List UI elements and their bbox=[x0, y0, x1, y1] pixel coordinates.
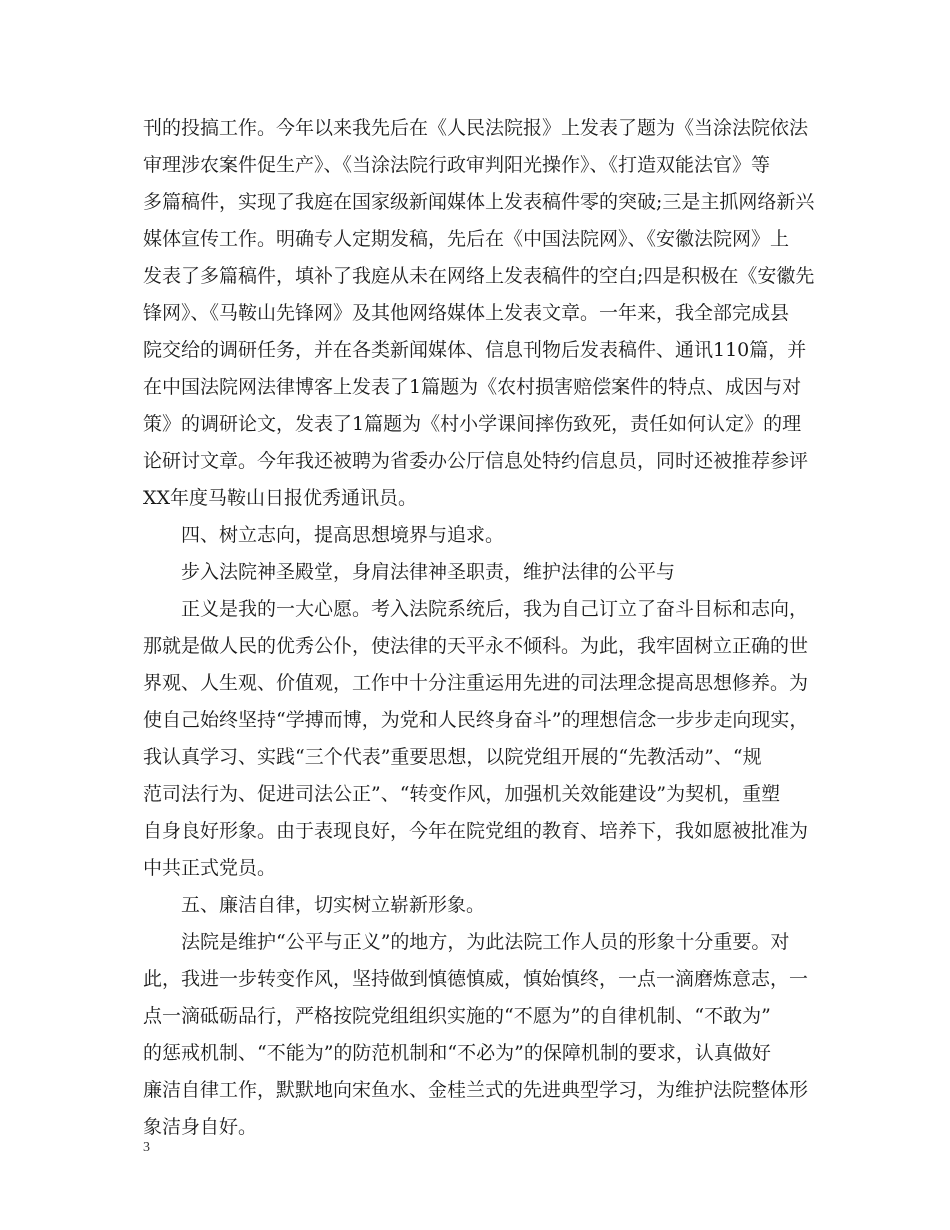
section-heading: 五、廉洁自律，切实树立崭新形象。 bbox=[181, 894, 486, 916]
section-heading: 四、树立志向，提高思想境界与追求。 bbox=[181, 524, 505, 546]
page-number: 3 bbox=[143, 1140, 150, 1155]
text-line: 锋网》、《马鞍山先锋网》及其他网络媒体上发表文章。一年来，我全部完成县 bbox=[143, 302, 790, 324]
text-line: 法院是维护“公平与正义”的地方，为此法院工作人员的形象十分重要。对 bbox=[181, 931, 790, 953]
text-line: 媒体宣传工作。明确专人定期发稿，先后在《中国法院网》、《安徽法院网》上 bbox=[143, 228, 790, 250]
text-line: XX年度马鞍山日报优秀通讯员。 bbox=[143, 487, 418, 509]
text-line: 院交给的调研任务，并在各类新闻媒体、信息刊物后发表稿件、通讯110篇，并 bbox=[143, 339, 807, 361]
text-line: 点一滴砥砺品行，严格按院党组组织实施的“不愿为”的自律机制、“不敢为” bbox=[143, 1005, 771, 1027]
text-line: 廉洁自律工作，默默地向宋鱼水、金桂兰式的先进典型学习，为维护法院整体形 bbox=[143, 1079, 809, 1101]
text-line: 正义是我的一大心愿。考入法院系统后，我为自己订立了奋斗目标和志向， bbox=[181, 598, 809, 620]
text-line: 的惩戒机制、“不能为”的防范机制和“不必为”的保障机制的要求，认真做好 bbox=[143, 1042, 771, 1064]
text-line: 使自己始终坚持“学搏而博，为党和人民终身奋斗”的理想信念一步步走向现实， bbox=[143, 709, 809, 731]
text-line: 刊的投搞工作。今年以来我先后在《人民法院报》上发表了题为《当涂法院依法 bbox=[143, 117, 809, 139]
text-line: 步入法院神圣殿堂，身肩法律神圣职责，维护法律的公平与 bbox=[181, 561, 676, 583]
text-line: 审理涉农案件促生产》、《当涂法院行政审判阳光操作》、《打造双能法官》等 bbox=[143, 154, 771, 176]
text-line: 多篇稿件，实现了我庭在国家级新闻媒体上发表稿件零的突破;三是主抓网络新兴 bbox=[143, 191, 815, 213]
text-line: 论研讨文章。今年我还被聘为省委办公厅信息处特约信息员，同时还被推荐参评 bbox=[143, 450, 809, 472]
text-line: 发表了多篇稿件，填补了我庭从未在网络上发表稿件的空白;四是积极在《安徽先 bbox=[143, 265, 815, 287]
text-line: 那就是做人民的优秀公仆，使法律的天平永不倾科。为此，我牢固树立正确的世 bbox=[143, 635, 809, 657]
text-line: 界观、人生观、价值观，工作中十分注重运用先进的司法理念提高思想修养。为 bbox=[143, 672, 809, 694]
text-line: 自身良好形象。由于表现良好，今年在院党组的教育、培养下，我如愿被批准为 bbox=[143, 820, 809, 842]
text-line: 在中国法院网法律博客上发表了1篇题为《农村损害赔偿案件的特点、成因与对 bbox=[143, 376, 802, 398]
text-line: 中共正式党员。 bbox=[143, 857, 277, 879]
text-line: 我认真学习、实践“三个代表”重要思想，以院党组开展的“先教活动”、“规 bbox=[143, 746, 762, 768]
text-line: 此，我进一步转变作风，坚持做到慎德慎威，慎始慎终，一点一滴磨炼意志，一 bbox=[143, 968, 809, 990]
text-line: 范司法行为、促进司法公正”、“转变作风，加强机关效能建设”为契机，重塑 bbox=[143, 783, 781, 805]
text-line: 象洁身自好。 bbox=[143, 1116, 258, 1138]
text-line: 策》的调研论文，发表了1篇题为《村小学课间摔伤致死，责任如何认定》的理 bbox=[143, 413, 802, 435]
